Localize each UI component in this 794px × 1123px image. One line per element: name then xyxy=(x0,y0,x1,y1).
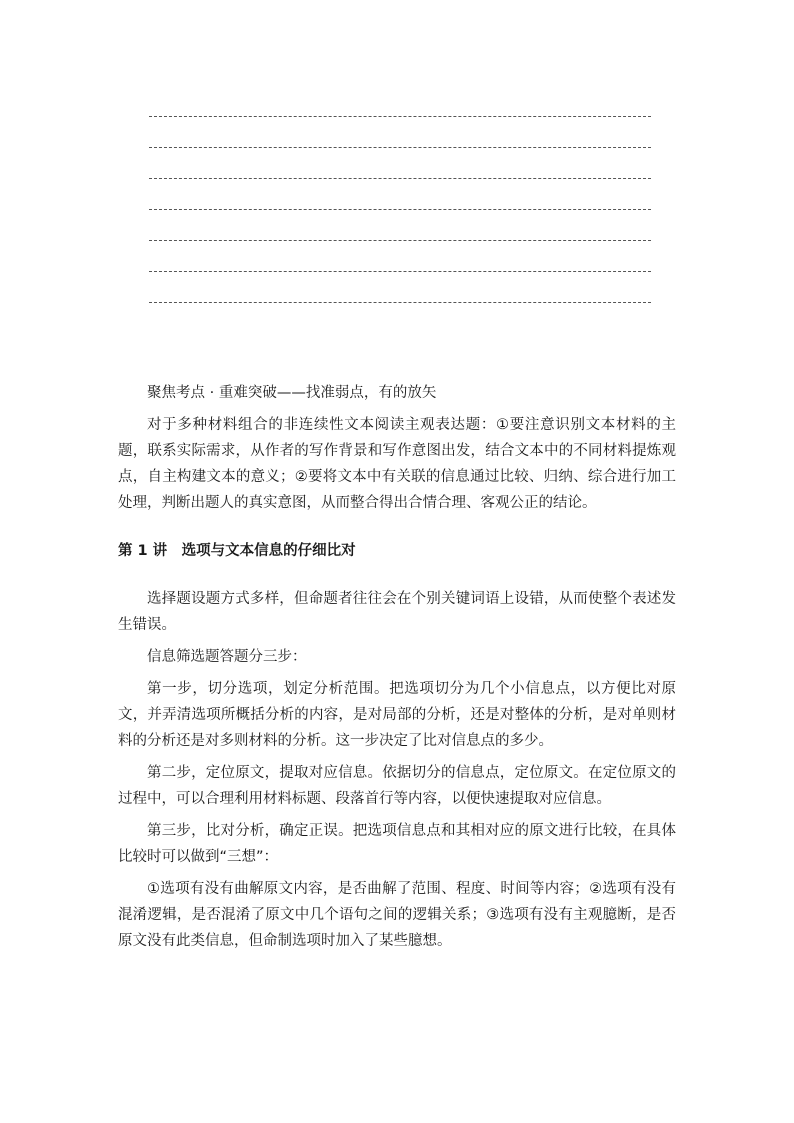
lecture-paragraph: ①选项有没有曲解原文内容，是否曲解了范围、程度、时间等内容；②选项有没有混淆逻辑，是否混淆了原文中几个语句之间的逻辑关系；③选项有没有主观臆断，是否原文没有此类信息，但命制选项时加入了某些臆想。 xyxy=(118,881,676,949)
answer-line xyxy=(149,178,651,179)
answer-lines xyxy=(149,116,651,333)
lecture-paragraph: 第三步，比对分析，确定正误。把选项信息点和其相对应的原文进行比较，在具体比较时可以做到“三想”： xyxy=(118,823,676,865)
lecture-paragraph: 选择题设题方式多样，但命题者往往会在个别关键词语上设错，从而使整个表述发生错误。 xyxy=(118,591,676,633)
answer-line xyxy=(149,271,651,272)
answer-line xyxy=(149,302,651,303)
answer-line xyxy=(149,116,651,117)
lecture-title: 第 1 讲 选项与文本信息的仔细比对 xyxy=(118,543,356,559)
lecture-paragraph: 信息筛选题答题分三步： xyxy=(147,649,307,665)
lecture-paragraph: 第一步，切分选项，划定分析范围。把选项切分为几个小信息点，以方便比对原文，并弄清选项所概括分析的内容，是对局部的分析，还是对整体的分析，是对单则材料的分析还是对多则材料的分析。这一步决定了比对信息点的多少。 xyxy=(118,681,676,749)
focus-heading: 聚焦考点 · 重难突破——找准弱点，有的放矢 xyxy=(147,385,437,401)
focus-intro: 对于多种材料组合的非连续性文本阅读主观表达题：①要注意识别文本材料的主题，联系实际需求，从作者的写作背景和写作意图出发，结合文本中的不同材料提炼观点，自主构建文本的意义；②要将文本中有关联的信息通过比较、归纳、综合进行加工处理，判断出题人的真实意图，从而整合得出合情合理、客观公正的结论。 xyxy=(118,417,676,511)
answer-line xyxy=(149,209,651,210)
answer-line xyxy=(149,147,651,148)
main-content xyxy=(118,380,676,960)
answer-line xyxy=(149,240,651,241)
lecture-paragraph: 第二步，定位原文，提取对应信息。依据切分的信息点，定位原文。在定位原文的过程中，可以合理利用材料标题、段落首行等内容，以便快速提取对应信息。 xyxy=(118,765,676,807)
